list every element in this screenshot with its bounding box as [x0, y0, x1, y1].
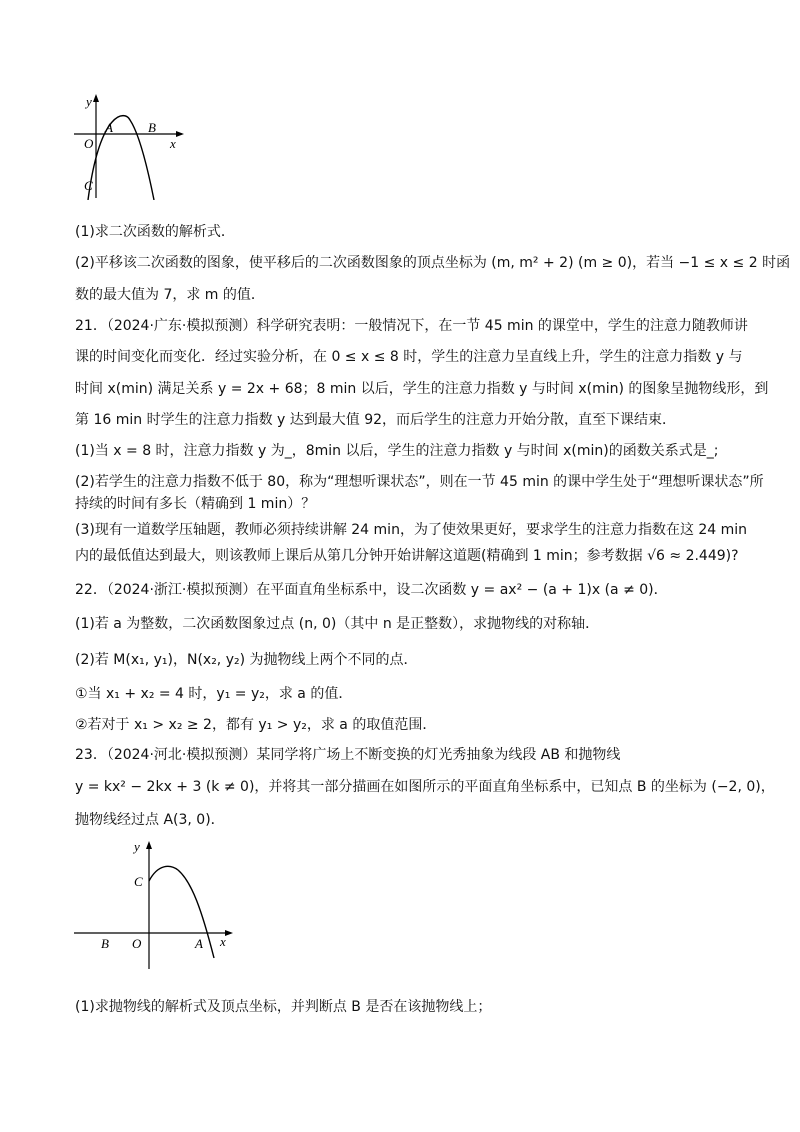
q21-part2-line1: (2)若学生的注意力指数不低于 80，称为“理想听课状态”，则在一节 45 min 的课中学生处于“理想听课状态”所	[75, 474, 764, 490]
label-y: y	[86, 94, 92, 109]
q21-stem-line3: 时间 x(min) 满足关系 y = 2x + 68；8 min 以后，学生的注意力指数 y 与时间 x(min) 的图象呈抛物线形，到	[75, 381, 769, 397]
q22-part2: (2)若 M(x₁, y₁)，N(x₂, y₂) 为抛物线上两个不同的点．	[75, 652, 418, 668]
label-O: O	[132, 936, 142, 951]
y-axis-arrow	[93, 94, 99, 102]
q20-part2-line2: 数的最大值为 7，求 m 的值．	[75, 287, 265, 303]
q21-stem-line2: 课的时间变化而变化．经过实验分析，在 0 ≤ x ≤ 8 时，学生的注意力呈直线上升，学生的注意力指数 y 与	[75, 349, 743, 365]
q22-part1: (1)若 a 为整数，二次函数图象过点 (n, 0)（其中 n 是正整数），求抛物线的对称轴．	[75, 616, 600, 632]
label-C: C	[134, 874, 143, 889]
label-x: x	[220, 934, 226, 949]
x-axis-arrow	[176, 131, 184, 137]
y-axis-arrow	[146, 841, 152, 849]
label-O: O	[84, 136, 94, 151]
q20-part1: (1)求二次函数的解析式．	[75, 224, 235, 240]
q23-stem-line1: 23．（2024·河北·模拟预测）某同学将广场上不断变换的灯光秀抽象为线段 AB 和抛物线	[75, 747, 621, 763]
q21-part2-line2: 持续的时间有多长（精确到 1 min）？	[75, 496, 316, 512]
q22-part2-sub1: ①当 x₁ + x₂ = 4 时，y₁ = y₂，求 a 的值．	[75, 686, 353, 702]
figure-parabola-1	[70, 90, 190, 200]
q22-stem: 22．（2024·浙江·模拟预测）在平面直角坐标系中，设二次函数 y = ax² − (a + 1)x (a ≠ 0)．	[75, 582, 668, 598]
label-B: B	[148, 120, 156, 135]
q21-part1: (1)当 x = 8 时，注意力指数 y 为_，8min 以后，学生的注意力指数 y 与时间 x(min)的函数关系式是_;	[75, 443, 719, 459]
label-B: B	[101, 936, 109, 951]
q21-part3-line2: 内的最低值达到最大，则该教师上课后从第几分钟开始讲解这道题(精确到 1 min；参考数据 √6 ≈ 2.449)?	[75, 548, 739, 564]
q21-part3-line1: (3)现有一道数学压轴题，教师必须持续讲解 24 min，为了使效果更好，要求学生的注意力指数在这 24 min	[75, 522, 748, 538]
label-y: y	[134, 839, 140, 854]
label-x: x	[170, 136, 176, 151]
q23-part1: (1)求抛物线的解析式及顶点坐标，并判断点 B 是否在该抛物线上；	[75, 999, 492, 1015]
q23-stem-line2: y = kx² − 2kx + 3 (k ≠ 0)，并将其一部分描画在如图所示的平面直角坐标系中，已知点 B 的坐标为 (−2, 0)，	[75, 779, 775, 795]
label-C: C	[84, 178, 93, 193]
figure-parabola-2	[70, 836, 240, 971]
parabola-curve	[149, 866, 214, 958]
parabola-curve	[88, 116, 154, 200]
q22-part2-sub2: ②若对于 x₁ > x₂ ≥ 2，都有 y₁ > y₂，求 a 的取值范围．	[75, 717, 437, 733]
q23-stem-line3: 抛物线经过点 A(3, 0)．	[75, 812, 225, 828]
x-axis-arrow	[225, 930, 233, 936]
q21-stem-line1: 21．（2024·广东·模拟预测）科学研究表明：一般情况下，在一节 45 min 的课堂中，学生的注意力随教师讲	[75, 318, 748, 334]
q21-stem-line4: 第 16 min 时学生的注意力指数 y 达到最大值 92，而后学生的注意力开始分散，直至下课结束．	[75, 412, 677, 428]
label-A: A	[105, 120, 113, 135]
q20-part2-line1: (2)平移该二次函数的图象，使平移后的二次函数图象的顶点坐标为 (m, m² + 2) (m ≥ 0)，若当 −1 ≤ x ≤ 2 时函	[75, 255, 791, 271]
label-A: A	[195, 936, 203, 951]
